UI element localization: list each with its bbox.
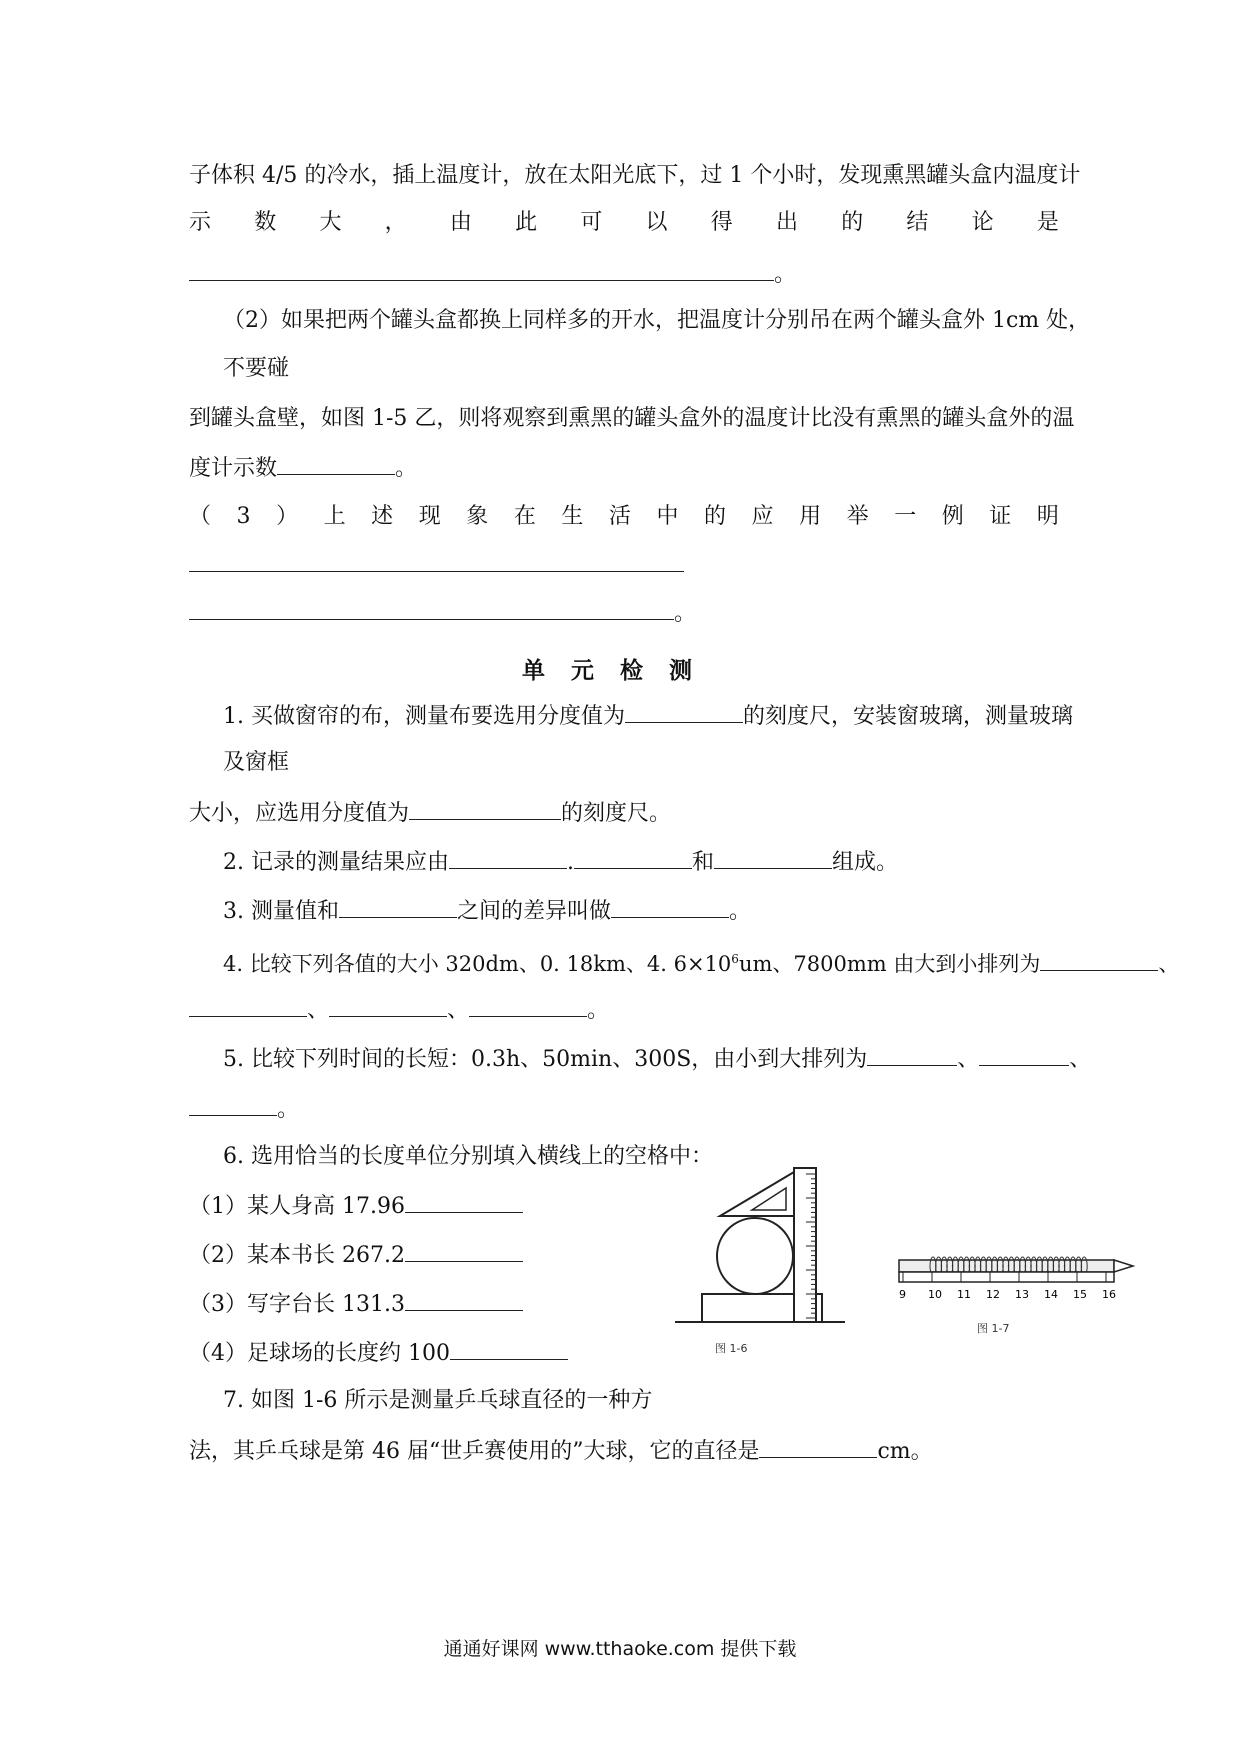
answer-blank[interactable]: [867, 1043, 957, 1066]
justified-char: 例: [941, 504, 964, 529]
answer-line: [189, 597, 1059, 629]
text: 度计示数: [189, 456, 278, 481]
text: （4）足球场的长度约 100: [189, 1341, 450, 1366]
justified-char: 数: [254, 210, 277, 235]
ruler-label: 16: [1102, 1288, 1116, 1301]
answer-blank[interactable]: [979, 1043, 1069, 1066]
answer-blank[interactable]: [189, 549, 684, 572]
text: cm。: [877, 1439, 933, 1464]
answer-blank[interactable]: [405, 1288, 523, 1311]
ruler-label: 9: [899, 1288, 906, 1301]
answer-blank[interactable]: [189, 994, 307, 1017]
figure-1-7: [895, 1228, 1145, 1348]
punctuation: 。: [674, 601, 697, 626]
question-6-item: [189, 1337, 609, 1369]
question-3: [223, 895, 1093, 927]
punctuation: 。: [587, 998, 610, 1023]
text: 1. 买做窗帘的布，测量布要选用分度值为: [223, 704, 625, 729]
justified-char: 可: [580, 210, 603, 235]
page-footer: 通通好课网 www.tthaoke.com 提供下载: [443, 1638, 797, 1660]
justified-char: ，: [384, 210, 407, 235]
punctuation: 、: [447, 998, 470, 1023]
ruler-label: 12: [986, 1288, 1000, 1301]
justified-char: 大: [319, 210, 342, 235]
answer-blank[interactable]: [611, 895, 729, 918]
question-7: 7. 如图 1-6 所示是测量乒乓球直径的一种方: [223, 1388, 653, 1413]
justified-char: 在: [513, 504, 536, 529]
justified-char: 上: [323, 504, 346, 529]
answer-line: [189, 549, 1059, 581]
justified-char: 的: [704, 504, 727, 529]
answer-blank[interactable]: [339, 895, 457, 918]
answer-line: [189, 797, 1059, 829]
question-6-item: [189, 1288, 589, 1320]
ruler-label: 10: [928, 1288, 942, 1301]
question-4: [223, 944, 1180, 979]
punctuation: 、: [1158, 952, 1180, 976]
answer-line: [189, 1435, 1059, 1467]
answer-blank[interactable]: [450, 1337, 568, 1360]
answer-blank[interactable]: [714, 846, 832, 869]
justified-char: 示: [189, 210, 212, 235]
text: 的刻度尺，安装窗玻璃，测量玻璃: [743, 704, 1074, 729]
justified-char: 明: [1036, 504, 1059, 529]
text: 之间的差异叫做: [456, 899, 611, 924]
paragraph-line: 及窗框: [223, 750, 290, 775]
text: 大小，应选用分度值为: [189, 801, 410, 826]
justified-char: 活: [608, 504, 631, 529]
justified-char: 是: [1036, 210, 1059, 235]
punctuation: 、: [1069, 1047, 1092, 1072]
answer-blank[interactable]: [409, 797, 561, 820]
justified-char: 中: [656, 504, 679, 529]
answer-blank[interactable]: [469, 994, 587, 1017]
answer-line: [189, 258, 1059, 290]
text: 的刻度尺。: [561, 801, 672, 826]
question-5: [223, 1043, 1093, 1075]
text: 2. 记录的测量结果应由: [223, 850, 449, 875]
answer-blank[interactable]: [277, 452, 395, 475]
question-1: [223, 700, 1093, 732]
justified-char: （: [189, 504, 212, 529]
answer-blank[interactable]: [405, 1190, 523, 1213]
justified-char: 现: [418, 504, 441, 529]
question-6-item: [189, 1239, 589, 1271]
justified-char: 论: [971, 210, 994, 235]
justified-char: 证: [989, 504, 1012, 529]
text: （2）某本书长 267.2: [189, 1243, 405, 1268]
section-title: 单元检测: [522, 657, 718, 684]
answer-blank[interactable]: [189, 1093, 277, 1116]
ruler-label: 13: [1015, 1288, 1029, 1301]
ruler-label: 11: [957, 1288, 971, 1301]
justified-char: 举: [846, 504, 869, 529]
justified-char: 应: [751, 504, 774, 529]
text: （3）写字台长 131.3: [189, 1292, 405, 1317]
question-6-item: [189, 1190, 589, 1222]
text: 4. 比较下列各值的大小 320dm、0. 18km、4. 6×10: [223, 952, 732, 976]
text: 5. 比较下列时间的长短：0.3h、50min、300S，由小到大排列为: [223, 1047, 868, 1072]
answer-blank[interactable]: [189, 258, 774, 281]
answer-blank[interactable]: [329, 994, 447, 1017]
paragraph-line-justified: [189, 502, 1059, 532]
text: 和: [691, 850, 714, 875]
justified-char: 一: [894, 504, 917, 529]
pencil-tip: [1114, 1260, 1133, 1272]
question-2: [223, 846, 1093, 878]
answer-line: [189, 452, 1059, 484]
ping-pong-ball: [717, 1218, 793, 1294]
paragraph-line: 不要碰: [223, 356, 290, 381]
answer-blank[interactable]: [759, 1435, 877, 1458]
justified-char: 3: [236, 504, 251, 529]
paragraph-line-justified: [189, 208, 1059, 238]
text: um、7800mm 由大到小排列为: [738, 952, 1041, 976]
justified-char: 生: [561, 504, 584, 529]
ruler-label: 14: [1044, 1288, 1058, 1301]
answer-line: [189, 1093, 1059, 1125]
answer-blank[interactable]: [625, 700, 743, 723]
punctuation: 、: [307, 998, 330, 1023]
figure-caption: 图 1-6: [715, 1342, 748, 1355]
figure-caption: 图 1-7: [977, 1322, 1010, 1335]
text: 组成。: [832, 850, 899, 875]
punctuation: .: [566, 850, 574, 875]
ruler-label: 15: [1073, 1288, 1087, 1301]
text: 3. 测量值和: [223, 899, 339, 924]
justified-char: 结: [906, 210, 929, 235]
answer-blank[interactable]: [574, 846, 692, 869]
paragraph-line: （2）如果把两个罐头盒都换上同样多的开水，把温度计分别吊在两个罐头盒外 1cm 处，: [223, 308, 1091, 333]
paragraph-line: 子体积 4/5 的冷水，插上温度计，放在太阳光底下，过 1 个小时，发现熏黑罐头盒内温度计: [189, 163, 1081, 188]
text: 法，其乒乓球是第 46 届“世乒赛使用的”大球，它的直径是: [189, 1439, 760, 1464]
punctuation: 。: [729, 899, 752, 924]
justified-char: 象: [466, 504, 489, 529]
text: （1）某人身高 17.96: [189, 1194, 405, 1219]
punctuation: 。: [395, 456, 418, 481]
answer-blank[interactable]: [449, 846, 567, 869]
justified-char: 得: [710, 210, 733, 235]
justified-char: 以: [645, 210, 668, 235]
punctuation: 、: [957, 1047, 980, 1072]
exponent: 6: [731, 952, 739, 966]
figure-1-6: [670, 1160, 850, 1360]
justified-char: ）: [276, 504, 299, 529]
punctuation: 。: [277, 1097, 300, 1122]
paragraph-line: 到罐头盒壁，如图 1-5 乙，则将观察到熏黑的罐头盒外的温度计比没有熏黑的罐头盒外的温: [189, 406, 1075, 431]
horizontal-ruler: [899, 1272, 1114, 1282]
justified-char: 用: [799, 504, 822, 529]
justified-char: 述: [371, 504, 394, 529]
justified-char: 的: [841, 210, 864, 235]
justified-char: 由: [449, 210, 472, 235]
punctuation: 。: [774, 262, 797, 287]
justified-char: 此: [515, 210, 538, 235]
answer-blank[interactable]: [189, 597, 674, 620]
answer-blank[interactable]: [1040, 948, 1158, 971]
answer-line: [189, 994, 1059, 1026]
answer-blank[interactable]: [405, 1239, 523, 1262]
justified-char: 出: [775, 210, 798, 235]
question-6: 6. 选用恰当的长度单位分别填入横线上的空格中：: [223, 1144, 713, 1169]
